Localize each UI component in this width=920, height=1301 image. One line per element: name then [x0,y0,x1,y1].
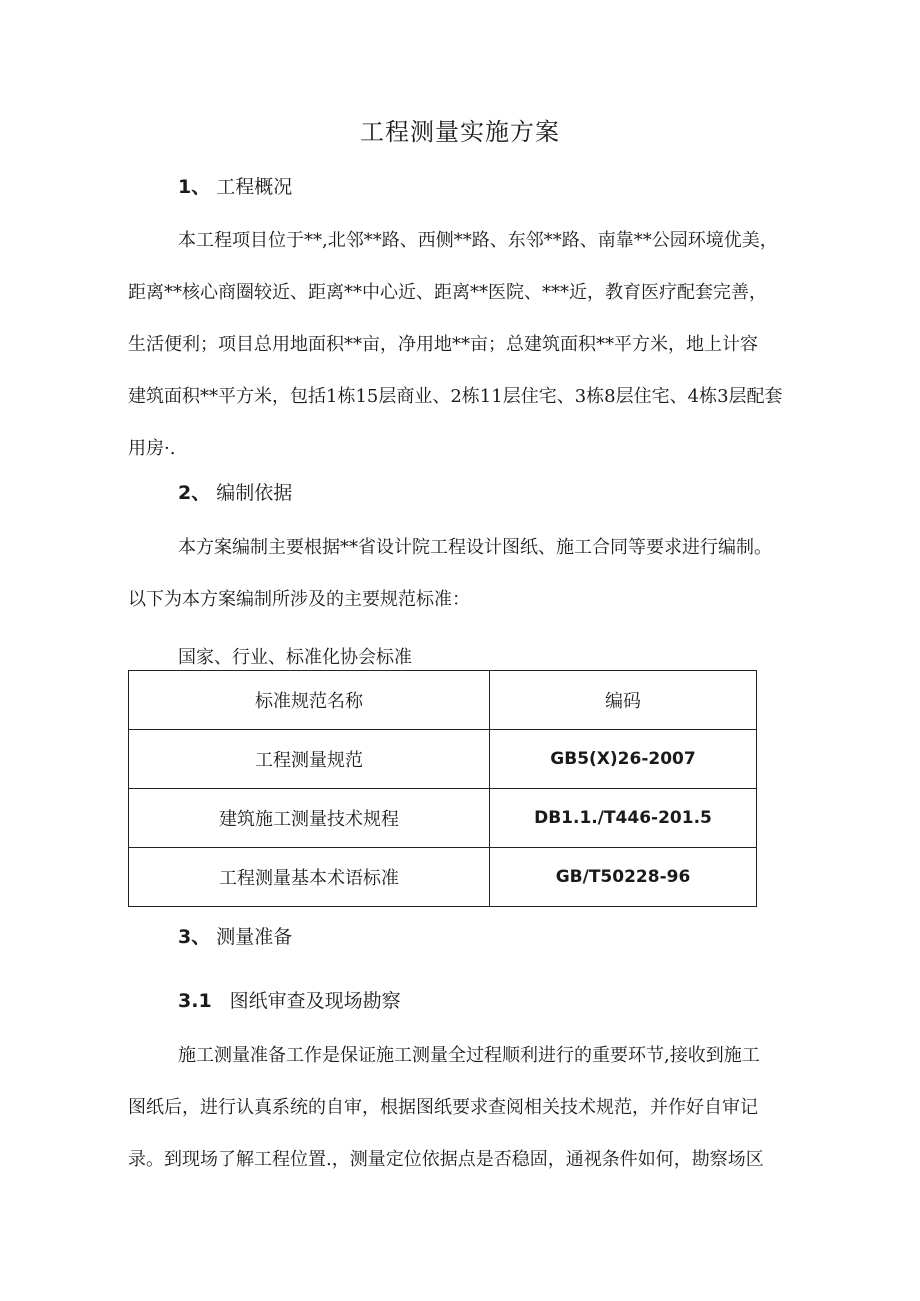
table-header-row [129,671,757,730]
standard-name-cell: 工程测量基本术语标准 [129,848,490,907]
paragraph-line: 施工测量准备工作是保证施工测量全过程顺利进行的重要环节,接收到施工 [178,1045,760,1066]
table-row [129,789,757,848]
paragraph-line: 本方案编制主要根据**省设计院工程设计图纸、施工合同等要求进行编制。 [178,537,772,558]
section-2-paragraph [128,522,828,626]
section-2-number: 2、 [178,482,211,504]
table-header-name: 标准规范名称 [129,671,490,730]
section-1-title: 工程概况 [216,176,293,198]
standard-name-cell: 建筑施工测量技术规程 [129,789,490,848]
section-3-number: 3、 [178,926,211,948]
table-header-code: 编码 [490,671,757,730]
section-2-heading [178,478,292,508]
standard-code-cell: GB/T50228-96 [490,848,757,907]
paragraph-line: 本工程项目位于**,北邻**路、西侧**路、东邻**路、南靠**公园环境优美， [178,230,778,251]
standard-code-cell: DB1.1./T446-201.5 [490,789,757,848]
paragraph-line: 距离**核心商圈较近、距离**中心近、距离**医院、***近，教育医疗配套完善， [128,282,767,303]
section-3-1-title: 图纸审查及现场勘察 [229,990,401,1012]
section-3-heading [178,922,292,952]
paragraph-line: 以下为本方案编制所涉及的主要规范标准： [128,589,470,610]
standards-table [128,670,757,907]
section-1-heading [178,172,292,202]
table-row [129,730,757,789]
section-3-1-paragraph [128,1030,828,1186]
paragraph-line: 建筑面积**平方米，包括1栋15层商业、2栋11层住宅、3栋8层住宅、4栋3层配套 [128,386,783,407]
section-3-title: 测量准备 [216,926,293,948]
standard-code-cell: GB5(X)26-2007 [490,730,757,789]
table-caption: 国家、行业、标准化协会标准 [178,647,412,668]
paragraph-line: 图纸后，进行认真系统的自审，根据图纸要求查阅相关技术规范，并作好自审记 [128,1097,758,1118]
paragraph-line: 录。到现场了解工程位置.，测量定位依据点是否稳固，通视条件如何，勘察场区 [128,1149,764,1170]
section-3-1-number: 3.1 [178,990,212,1012]
section-1-number: 1、 [178,176,211,198]
section-3-1-heading [178,986,401,1016]
standard-name-cell: 工程测量规范 [129,730,490,789]
document-title: 工程测量实施方案 [360,118,560,146]
table-row [129,848,757,907]
paragraph-line: 用房·. [128,438,176,459]
section-1-paragraph [128,215,828,475]
section-2-title: 编制依据 [216,482,293,504]
paragraph-line: 生活便利；项目总用地面积**亩，净用地**亩；总建筑面积**平方米，地上计容 [128,334,758,355]
